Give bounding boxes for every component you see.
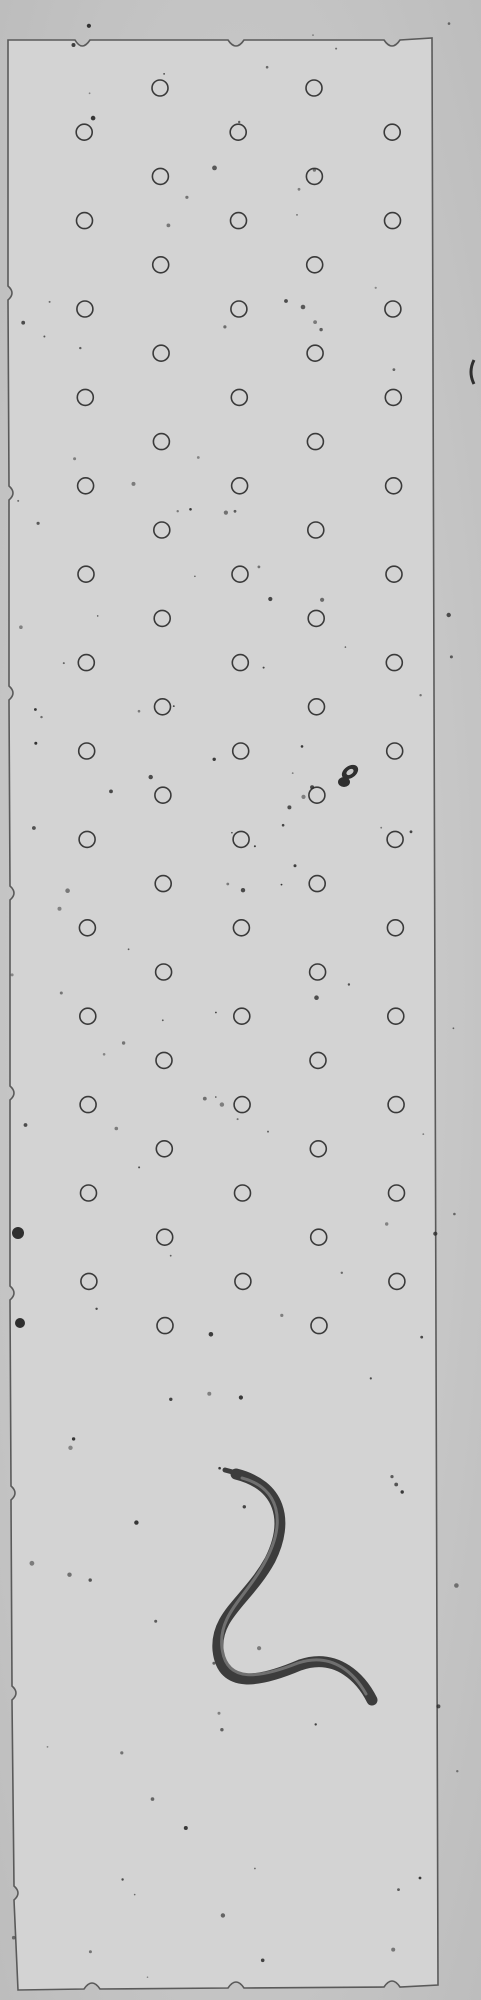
debris-dot: [67, 1573, 71, 1577]
debris-dot: [185, 196, 188, 199]
debris-dot: [19, 625, 23, 629]
debris-dot: [177, 510, 179, 512]
debris-dot: [215, 1012, 217, 1014]
debris-dot: [454, 1583, 459, 1588]
debris-dot: [134, 1520, 138, 1524]
debris-dot: [284, 299, 288, 303]
debris-dot: [313, 320, 317, 324]
debris-dot: [65, 888, 70, 893]
debris-dot: [257, 1646, 261, 1650]
debris-dot: [453, 1213, 456, 1216]
debris-dot: [189, 508, 192, 511]
debris-dot: [194, 576, 196, 578]
debris-dot: [239, 1395, 243, 1399]
debris-dot: [203, 1097, 207, 1101]
debris-dot: [47, 1746, 49, 1748]
debris-dot: [254, 845, 256, 847]
debris-dot: [103, 1053, 106, 1056]
debris-dot: [341, 1272, 343, 1274]
debris-dot: [422, 1133, 424, 1135]
debris-dot: [207, 1392, 211, 1396]
debris-dot: [448, 22, 451, 25]
debris-dot: [34, 708, 37, 711]
debris-dot: [419, 1877, 422, 1880]
debris-dot: [380, 827, 382, 829]
debris-dot: [49, 301, 51, 303]
debris-dot: [184, 1826, 188, 1830]
debris-dot: [456, 1770, 458, 1772]
debris-dot: [267, 1131, 269, 1133]
debris-dot: [21, 321, 25, 325]
debris-dot: [167, 224, 171, 228]
debris-dot: [234, 510, 237, 513]
debris-dot: [401, 1490, 404, 1493]
debris-dot: [296, 214, 298, 216]
debris-dot: [40, 716, 42, 718]
debris-dot: [138, 1166, 140, 1168]
debris-dot: [17, 500, 19, 502]
debris-dot: [12, 1936, 16, 1940]
debris-dot: [218, 1712, 221, 1715]
debris-dot: [370, 1377, 372, 1379]
debris-dot: [238, 121, 240, 123]
debris-dot: [319, 328, 322, 331]
debris-dot: [226, 883, 229, 886]
debris-dot: [132, 482, 136, 486]
debris-dot: [89, 1578, 92, 1581]
debris-dot: [335, 48, 337, 50]
debris-dot: [149, 775, 153, 779]
debris-dot: [72, 1437, 75, 1440]
debris-dot: [120, 1751, 123, 1754]
debris-dot: [87, 24, 91, 28]
debris-dot: [397, 1888, 400, 1891]
debris-dot: [241, 888, 245, 892]
debris-dot: [261, 1959, 265, 1963]
debris-dot: [280, 1314, 283, 1317]
debris-dot: [197, 456, 200, 459]
debris-dot: [115, 1127, 119, 1131]
debris-dot: [410, 830, 413, 833]
debris-dot: [394, 1483, 398, 1487]
debris-dot: [243, 1505, 246, 1508]
debris-dot: [266, 66, 269, 69]
debris-dot: [154, 1620, 157, 1623]
edge-blob: [15, 1318, 25, 1328]
debris-dot: [292, 772, 294, 774]
debris-dot: [95, 1308, 97, 1310]
debris-dot: [109, 790, 113, 794]
debris-dot: [348, 983, 350, 985]
debris-dot: [215, 1096, 217, 1098]
debris-dot: [313, 169, 316, 172]
debris-dot: [220, 1102, 224, 1106]
debris-dot: [385, 1222, 388, 1225]
debris-dot: [263, 667, 265, 669]
debris-dot: [231, 832, 233, 834]
debris-dot: [89, 92, 91, 94]
debris-dot: [218, 1467, 221, 1470]
debris-dot: [43, 336, 45, 338]
debris-dot: [345, 646, 347, 648]
debris-dot: [310, 785, 314, 789]
debris-dot: [298, 188, 301, 191]
debris-dot: [224, 510, 228, 514]
debris-dot: [281, 884, 283, 886]
debris-dot: [301, 745, 304, 748]
debris-dot: [391, 1948, 395, 1952]
debris-dot: [315, 1723, 317, 1725]
debris-dot: [24, 1123, 28, 1127]
debris-dot: [173, 705, 175, 707]
debris-dot: [128, 948, 130, 950]
debris-dot: [89, 1950, 92, 1953]
debris-dot: [58, 907, 62, 911]
debris-dot: [72, 43, 76, 47]
debris-dot: [97, 615, 99, 617]
debris-dot: [134, 1894, 136, 1896]
debris-dot: [453, 1027, 455, 1029]
debris-dot: [447, 613, 451, 617]
debris-dot: [151, 1797, 155, 1801]
debris-dot: [63, 662, 65, 664]
debris-dot: [287, 805, 291, 809]
debris-dot: [91, 116, 96, 121]
debris-dot: [121, 1878, 123, 1880]
debris-dot: [237, 1118, 239, 1120]
debris-dot: [212, 166, 217, 171]
debris-dot: [419, 694, 421, 696]
debris-dot: [301, 305, 306, 310]
debris-dot: [170, 1255, 172, 1257]
debris-dot: [223, 325, 226, 328]
debris-dot: [450, 655, 453, 658]
debris-dot: [390, 1475, 393, 1478]
debris-dot: [213, 758, 216, 761]
debris-dot: [79, 347, 81, 349]
debris-dot: [163, 73, 165, 75]
debris-dot: [393, 368, 396, 371]
debris-dot: [138, 710, 141, 713]
debris-dot: [320, 598, 324, 602]
debris-dot: [294, 864, 297, 867]
debris-dot: [73, 457, 76, 460]
debris-dot: [282, 824, 285, 827]
debris-dot: [420, 1336, 423, 1339]
debris-dot: [169, 1398, 172, 1401]
debris-dot: [34, 742, 37, 745]
debris-dot: [314, 995, 319, 1000]
debris-dot: [68, 1446, 72, 1450]
debris-dot: [147, 1976, 149, 1978]
debris-dot: [30, 1561, 35, 1566]
debris-dot: [258, 566, 261, 569]
debris-dot: [11, 973, 14, 976]
debris-dot: [37, 522, 40, 525]
debris-dot: [32, 826, 36, 830]
debris-dot: [60, 992, 63, 995]
debris-dot: [221, 1913, 225, 1917]
debris-dot: [375, 287, 377, 289]
debris-dot: [122, 1041, 125, 1044]
debris-dot: [433, 1232, 437, 1236]
debris-dot: [436, 1704, 440, 1708]
debris-dot: [162, 1019, 164, 1021]
edge-blob: [12, 1227, 24, 1239]
debris-dot: [209, 1332, 214, 1337]
debris-dot: [268, 597, 272, 601]
debris-dot: [301, 795, 305, 799]
debris-dot: [220, 1728, 223, 1731]
debris-dot: [312, 34, 314, 36]
debris-dot: [254, 1868, 256, 1870]
